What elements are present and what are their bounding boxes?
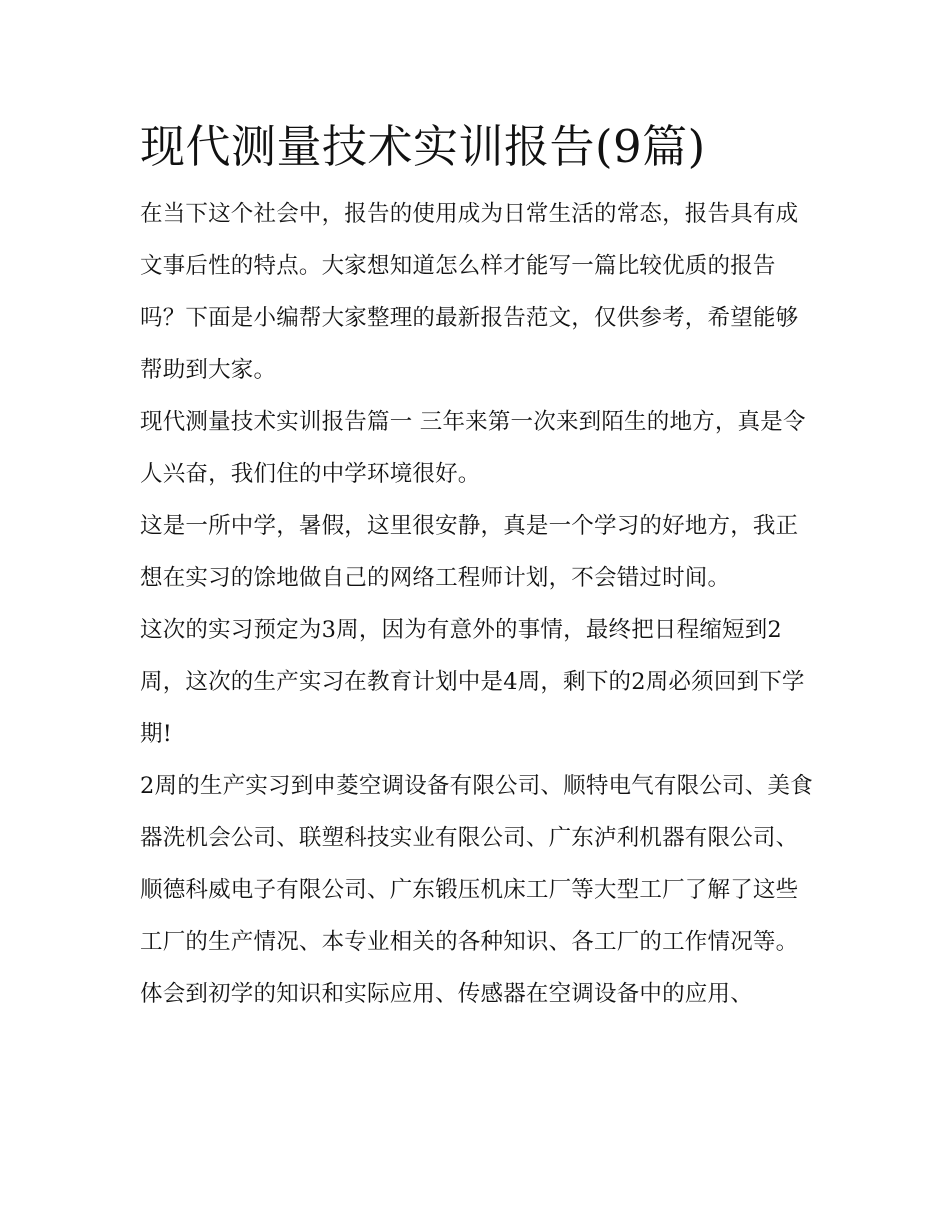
document-body [140,116,820,1020]
body-paragraph: 这是一所中学，暑假，这里很安静，真是一个学习的好地方，我正想在实习的馀地做自己的网络工程师计划，不会错过时间。 [140,513,799,591]
body-paragraph: 2周的生产实习到申菱空调设备有限公司、顺特电气有限公司、美食器洗机会公司、联塑科技实业有限公司、广东泸利机器有限公司、顺德科威电子有限公司、广东锻压机床工厂等大型工厂了解了这些工厂的生产情况、本专业相关的各种知识、各工厂的工作情况等。 [140,773,813,955]
intro-paragraph: 在当下这个社会中，报告的使用成为日常生活的常态，报告具有成文事后性的特点。大家想知道怎么样才能写一篇比较优质的报告吗？下面是小编帮大家整理的最新报告范文，仅供参考，希望能够帮助到大家。 [140,201,799,383]
body-paragraph: 现代测量技术实训报告篇一 三年来第一次来到陌生的地方，真是令人兴奋，我们住的中学环境很好。 [140,409,806,487]
body-paragraph: 这次的实习预定为3周，因为有意外的事情，最终把日程缩短到2周，这次的生产实习在教育计划中是4周，剩下的2周必须回到下学期! [140,617,805,747]
document-title: 现代测量技术实训报告(9篇) [140,120,706,173]
body-paragraph: 体会到初学的知识和实际应用、传感器在空调设备中的应用、 [140,981,753,1007]
